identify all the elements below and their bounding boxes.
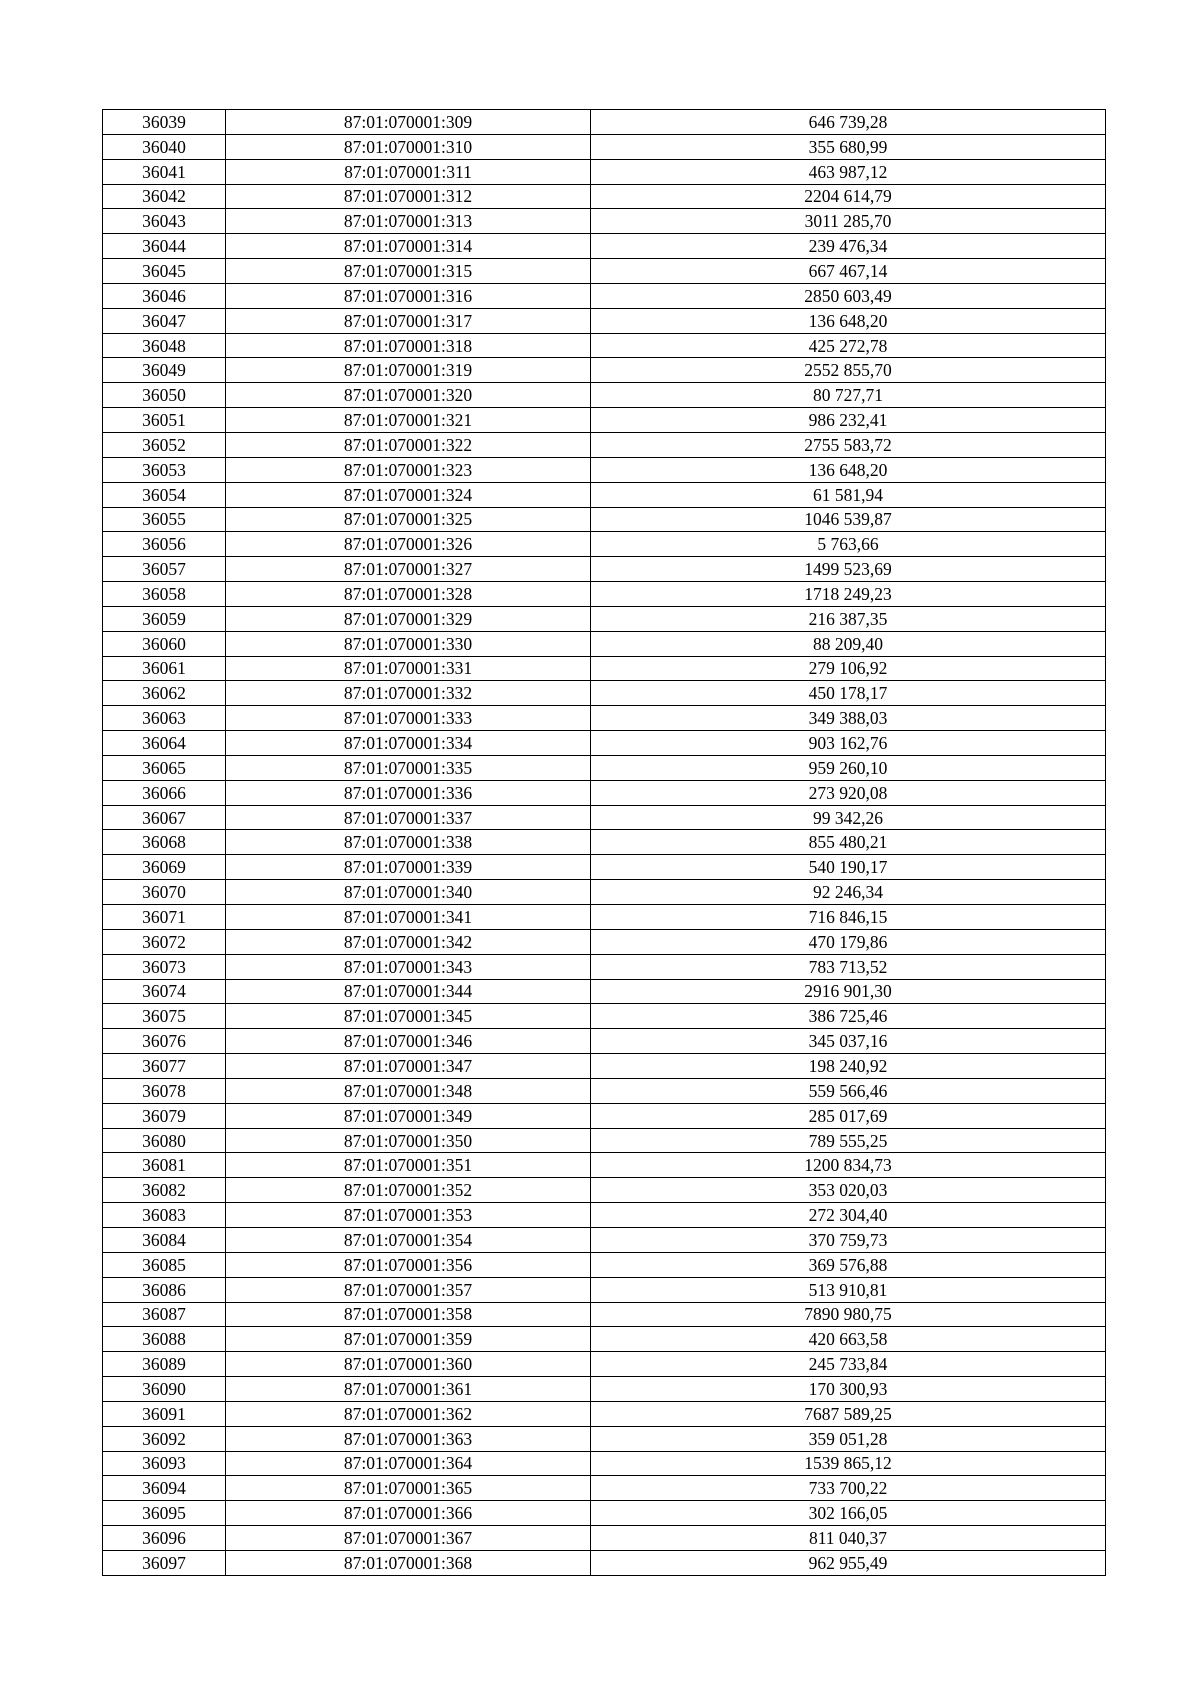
- row-number-cell: 36056: [103, 532, 226, 557]
- cadastral-number-cell: 87:01:070001:348: [226, 1078, 591, 1103]
- table-row: [103, 1277, 1106, 1302]
- cadastral-number-cell: 87:01:070001:365: [226, 1476, 591, 1501]
- cadastral-value-cell: 369 576,88: [591, 1252, 1106, 1277]
- cadastral-number-cell: 87:01:070001:352: [226, 1178, 591, 1203]
- table-row: [103, 358, 1106, 383]
- cadastral-value-cell: 811 040,37: [591, 1526, 1106, 1551]
- row-number-cell: 36088: [103, 1327, 226, 1352]
- table-row: [103, 308, 1106, 333]
- cadastral-number-cell: 87:01:070001:344: [226, 979, 591, 1004]
- cadastral-value-cell: 61 581,94: [591, 482, 1106, 507]
- row-number-cell: 36090: [103, 1377, 226, 1402]
- cadastral-value-cell: 92 246,34: [591, 880, 1106, 905]
- row-number-cell: 36068: [103, 830, 226, 855]
- cadastral-number-cell: 87:01:070001:317: [226, 308, 591, 333]
- cadastral-number-cell: 87:01:070001:315: [226, 259, 591, 284]
- table-row: [103, 1550, 1106, 1575]
- cadastral-number-cell: 87:01:070001:342: [226, 929, 591, 954]
- cadastral-number-cell: 87:01:070001:349: [226, 1103, 591, 1128]
- table-row: [103, 929, 1106, 954]
- cadastral-value-table: [102, 109, 1106, 1576]
- cadastral-value-cell: 3011 285,70: [591, 209, 1106, 234]
- cadastral-number-cell: 87:01:070001:351: [226, 1153, 591, 1178]
- cadastral-number-cell: 87:01:070001:337: [226, 805, 591, 830]
- cadastral-number-cell: 87:01:070001:334: [226, 731, 591, 756]
- cadastral-value-cell: 425 272,78: [591, 333, 1106, 358]
- row-number-cell: 36057: [103, 557, 226, 582]
- row-number-cell: 36059: [103, 606, 226, 631]
- cadastral-number-cell: 87:01:070001:368: [226, 1550, 591, 1575]
- row-number-cell: 36042: [103, 184, 226, 209]
- cadastral-number-cell: 87:01:070001:347: [226, 1054, 591, 1079]
- cadastral-number-cell: 87:01:070001:330: [226, 631, 591, 656]
- cadastral-number-cell: 87:01:070001:327: [226, 557, 591, 582]
- table-row: [103, 432, 1106, 457]
- cadastral-value-cell: 1200 834,73: [591, 1153, 1106, 1178]
- cadastral-value-cell: 962 955,49: [591, 1550, 1106, 1575]
- table-row: [103, 184, 1106, 209]
- row-number-cell: 36065: [103, 755, 226, 780]
- row-number-cell: 36069: [103, 855, 226, 880]
- table-row: [103, 582, 1106, 607]
- row-number-cell: 36075: [103, 1004, 226, 1029]
- cadastral-number-cell: 87:01:070001:328: [226, 582, 591, 607]
- row-number-cell: 36079: [103, 1103, 226, 1128]
- cadastral-value-cell: 2552 855,70: [591, 358, 1106, 383]
- row-number-cell: 36094: [103, 1476, 226, 1501]
- row-number-cell: 36080: [103, 1128, 226, 1153]
- row-number-cell: 36062: [103, 681, 226, 706]
- row-number-cell: 36045: [103, 259, 226, 284]
- cadastral-number-cell: 87:01:070001:360: [226, 1352, 591, 1377]
- table-row: [103, 1252, 1106, 1277]
- row-number-cell: 36076: [103, 1029, 226, 1054]
- cadastral-number-cell: 87:01:070001:363: [226, 1426, 591, 1451]
- table-row: [103, 283, 1106, 308]
- table-row: [103, 1302, 1106, 1327]
- row-number-cell: 36054: [103, 482, 226, 507]
- cadastral-value-cell: 420 663,58: [591, 1327, 1106, 1352]
- cadastral-number-cell: 87:01:070001:359: [226, 1327, 591, 1352]
- row-number-cell: 36078: [103, 1078, 226, 1103]
- cadastral-value-cell: 470 179,86: [591, 929, 1106, 954]
- cadastral-number-cell: 87:01:070001:345: [226, 1004, 591, 1029]
- row-number-cell: 36095: [103, 1501, 226, 1526]
- cadastral-number-cell: 87:01:070001:322: [226, 432, 591, 457]
- row-number-cell: 36082: [103, 1178, 226, 1203]
- row-number-cell: 36077: [103, 1054, 226, 1079]
- table-row: [103, 557, 1106, 582]
- row-number-cell: 36064: [103, 731, 226, 756]
- table-row: [103, 532, 1106, 557]
- row-number-cell: 36052: [103, 432, 226, 457]
- cadastral-number-cell: 87:01:070001:339: [226, 855, 591, 880]
- cadastral-value-cell: 1046 539,87: [591, 507, 1106, 532]
- cadastral-number-cell: 87:01:070001:341: [226, 905, 591, 930]
- cadastral-number-cell: 87:01:070001:329: [226, 606, 591, 631]
- cadastral-number-cell: 87:01:070001:358: [226, 1302, 591, 1327]
- row-number-cell: 36050: [103, 383, 226, 408]
- table-row: [103, 606, 1106, 631]
- cadastral-value-cell: 245 733,84: [591, 1352, 1106, 1377]
- cadastral-number-cell: 87:01:070001:332: [226, 681, 591, 706]
- cadastral-number-cell: 87:01:070001:364: [226, 1451, 591, 1476]
- table-row: [103, 855, 1106, 880]
- table-row: [103, 1128, 1106, 1153]
- cadastral-value-cell: 450 178,17: [591, 681, 1106, 706]
- table-row: [103, 954, 1106, 979]
- cadastral-number-cell: 87:01:070001:311: [226, 159, 591, 184]
- row-number-cell: 36051: [103, 408, 226, 433]
- cadastral-value-cell: 302 166,05: [591, 1501, 1106, 1526]
- cadastral-value-cell: 559 566,46: [591, 1078, 1106, 1103]
- table-row: [103, 110, 1106, 135]
- row-number-cell: 36081: [103, 1153, 226, 1178]
- cadastral-value-cell: 279 106,92: [591, 656, 1106, 681]
- cadastral-value-cell: 345 037,16: [591, 1029, 1106, 1054]
- cadastral-value-cell: 667 467,14: [591, 259, 1106, 284]
- cadastral-number-cell: 87:01:070001:336: [226, 780, 591, 805]
- table-row: [103, 1078, 1106, 1103]
- table-row: [103, 482, 1106, 507]
- row-number-cell: 36055: [103, 507, 226, 532]
- table-row: [103, 159, 1106, 184]
- cadastral-number-cell: 87:01:070001:325: [226, 507, 591, 532]
- table-row: [103, 1451, 1106, 1476]
- cadastral-value-cell: 716 846,15: [591, 905, 1106, 930]
- row-number-cell: 36084: [103, 1227, 226, 1252]
- cadastral-value-cell: 273 920,08: [591, 780, 1106, 805]
- table-row: [103, 880, 1106, 905]
- row-number-cell: 36085: [103, 1252, 226, 1277]
- table-row: [103, 805, 1106, 830]
- table-row: [103, 780, 1106, 805]
- cadastral-value-cell: 7687 589,25: [591, 1401, 1106, 1426]
- table-row: [103, 1227, 1106, 1252]
- row-number-cell: 36092: [103, 1426, 226, 1451]
- row-number-cell: 36047: [103, 308, 226, 333]
- table-row: [103, 830, 1106, 855]
- cadastral-value-cell: 349 388,03: [591, 706, 1106, 731]
- cadastral-value-cell: 2204 614,79: [591, 184, 1106, 209]
- row-number-cell: 36071: [103, 905, 226, 930]
- row-number-cell: 36067: [103, 805, 226, 830]
- cadastral-value-cell: 5 763,66: [591, 532, 1106, 557]
- cadastral-number-cell: 87:01:070001:333: [226, 706, 591, 731]
- table-row: [103, 333, 1106, 358]
- cadastral-value-cell: 353 020,03: [591, 1178, 1106, 1203]
- table-row: [103, 1054, 1106, 1079]
- row-number-cell: 36087: [103, 1302, 226, 1327]
- cadastral-number-cell: 87:01:070001:318: [226, 333, 591, 358]
- cadastral-number-cell: 87:01:070001:321: [226, 408, 591, 433]
- row-number-cell: 36096: [103, 1526, 226, 1551]
- table-row: [103, 1178, 1106, 1203]
- cadastral-value-cell: 2755 583,72: [591, 432, 1106, 457]
- table-row: [103, 134, 1106, 159]
- cadastral-value-cell: 540 190,17: [591, 855, 1106, 880]
- cadastral-number-cell: 87:01:070001:343: [226, 954, 591, 979]
- table-row: [103, 1426, 1106, 1451]
- cadastral-value-cell: 80 727,71: [591, 383, 1106, 408]
- cadastral-number-cell: 87:01:070001:362: [226, 1401, 591, 1426]
- cadastral-number-cell: 87:01:070001:335: [226, 755, 591, 780]
- row-number-cell: 36058: [103, 582, 226, 607]
- row-number-cell: 36097: [103, 1550, 226, 1575]
- cadastral-value-cell: 272 304,40: [591, 1203, 1106, 1228]
- cadastral-value-cell: 783 713,52: [591, 954, 1106, 979]
- row-number-cell: 36073: [103, 954, 226, 979]
- cadastral-number-cell: 87:01:070001:324: [226, 482, 591, 507]
- cadastral-value-cell: 99 342,26: [591, 805, 1106, 830]
- cadastral-number-cell: 87:01:070001:367: [226, 1526, 591, 1551]
- table-row: [103, 1526, 1106, 1551]
- table-row: [103, 979, 1106, 1004]
- cadastral-value-cell: 513 910,81: [591, 1277, 1106, 1302]
- table-row: [103, 408, 1106, 433]
- row-number-cell: 36048: [103, 333, 226, 358]
- cadastral-number-cell: 87:01:070001:309: [226, 110, 591, 135]
- cadastral-value-cell: 285 017,69: [591, 1103, 1106, 1128]
- cadastral-value-cell: 7890 980,75: [591, 1302, 1106, 1327]
- table-row: [103, 1401, 1106, 1426]
- cadastral-number-cell: 87:01:070001:323: [226, 457, 591, 482]
- cadastral-number-cell: 87:01:070001:357: [226, 1277, 591, 1302]
- table-row: [103, 681, 1106, 706]
- table-row: [103, 259, 1106, 284]
- table-row: [103, 1203, 1106, 1228]
- cadastral-value-cell: 370 759,73: [591, 1227, 1106, 1252]
- table-row: [103, 1153, 1106, 1178]
- row-number-cell: 36060: [103, 631, 226, 656]
- cadastral-number-cell: 87:01:070001:331: [226, 656, 591, 681]
- table-row: [103, 656, 1106, 681]
- row-number-cell: 36066: [103, 780, 226, 805]
- table-row: [103, 1352, 1106, 1377]
- table-row: [103, 1327, 1106, 1352]
- row-number-cell: 36043: [103, 209, 226, 234]
- table-row: [103, 731, 1106, 756]
- cadastral-number-cell: 87:01:070001:319: [226, 358, 591, 383]
- row-number-cell: 36070: [103, 880, 226, 905]
- table-row: [103, 507, 1106, 532]
- cadastral-number-cell: 87:01:070001:338: [226, 830, 591, 855]
- row-number-cell: 36086: [103, 1277, 226, 1302]
- row-number-cell: 36063: [103, 706, 226, 731]
- row-number-cell: 36049: [103, 358, 226, 383]
- cadastral-value-cell: 855 480,21: [591, 830, 1106, 855]
- row-number-cell: 36074: [103, 979, 226, 1004]
- cadastral-value-cell: 88 209,40: [591, 631, 1106, 656]
- table-row: [103, 631, 1106, 656]
- row-number-cell: 36040: [103, 134, 226, 159]
- row-number-cell: 36041: [103, 159, 226, 184]
- table-row: [103, 755, 1106, 780]
- cadastral-number-cell: 87:01:070001:326: [226, 532, 591, 557]
- table-row: [103, 706, 1106, 731]
- table-body: [103, 110, 1106, 1576]
- table-row: [103, 383, 1106, 408]
- cadastral-number-cell: 87:01:070001:366: [226, 1501, 591, 1526]
- row-number-cell: 36089: [103, 1352, 226, 1377]
- cadastral-number-cell: 87:01:070001:346: [226, 1029, 591, 1054]
- cadastral-number-cell: 87:01:070001:353: [226, 1203, 591, 1228]
- row-number-cell: 36053: [103, 457, 226, 482]
- cadastral-value-cell: 386 725,46: [591, 1004, 1106, 1029]
- row-number-cell: 36072: [103, 929, 226, 954]
- cadastral-value-cell: 2850 603,49: [591, 283, 1106, 308]
- cadastral-value-cell: 136 648,20: [591, 308, 1106, 333]
- cadastral-value-cell: 903 162,76: [591, 731, 1106, 756]
- cadastral-value-cell: 1539 865,12: [591, 1451, 1106, 1476]
- cadastral-value-cell: 216 387,35: [591, 606, 1106, 631]
- table-row: [103, 1377, 1106, 1402]
- row-number-cell: 36046: [103, 283, 226, 308]
- cadastral-number-cell: 87:01:070001:356: [226, 1252, 591, 1277]
- cadastral-value-cell: 359 051,28: [591, 1426, 1106, 1451]
- cadastral-number-cell: 87:01:070001:314: [226, 234, 591, 259]
- row-number-cell: 36061: [103, 656, 226, 681]
- cadastral-value-cell: 959 260,10: [591, 755, 1106, 780]
- cadastral-value-cell: 198 240,92: [591, 1054, 1106, 1079]
- table-row: [103, 1029, 1106, 1054]
- table-row: [103, 1476, 1106, 1501]
- cadastral-number-cell: 87:01:070001:310: [226, 134, 591, 159]
- table-row: [103, 1103, 1106, 1128]
- cadastral-number-cell: 87:01:070001:354: [226, 1227, 591, 1252]
- cadastral-value-cell: 170 300,93: [591, 1377, 1106, 1402]
- cadastral-number-cell: 87:01:070001:312: [226, 184, 591, 209]
- cadastral-number-cell: 87:01:070001:316: [226, 283, 591, 308]
- table-row: [103, 905, 1106, 930]
- cadastral-number-cell: 87:01:070001:350: [226, 1128, 591, 1153]
- cadastral-value-cell: 1718 249,23: [591, 582, 1106, 607]
- table-row: [103, 209, 1106, 234]
- row-number-cell: 36044: [103, 234, 226, 259]
- cadastral-value-cell: 646 739,28: [591, 110, 1106, 135]
- table-row: [103, 1501, 1106, 1526]
- cadastral-value-cell: 789 555,25: [591, 1128, 1106, 1153]
- cadastral-value-cell: 986 232,41: [591, 408, 1106, 433]
- cadastral-number-cell: 87:01:070001:340: [226, 880, 591, 905]
- cadastral-number-cell: 87:01:070001:313: [226, 209, 591, 234]
- cadastral-value-cell: 1499 523,69: [591, 557, 1106, 582]
- cadastral-number-cell: 87:01:070001:320: [226, 383, 591, 408]
- row-number-cell: 36083: [103, 1203, 226, 1228]
- table-row: [103, 1004, 1106, 1029]
- cadastral-value-cell: 2916 901,30: [591, 979, 1106, 1004]
- row-number-cell: 36091: [103, 1401, 226, 1426]
- cadastral-value-cell: 733 700,22: [591, 1476, 1106, 1501]
- cadastral-value-cell: 136 648,20: [591, 457, 1106, 482]
- cadastral-value-cell: 463 987,12: [591, 159, 1106, 184]
- table-row: [103, 457, 1106, 482]
- table-row: [103, 234, 1106, 259]
- cadastral-value-cell: 239 476,34: [591, 234, 1106, 259]
- row-number-cell: 36093: [103, 1451, 226, 1476]
- row-number-cell: 36039: [103, 110, 226, 135]
- cadastral-value-cell: 355 680,99: [591, 134, 1106, 159]
- cadastral-number-cell: 87:01:070001:361: [226, 1377, 591, 1402]
